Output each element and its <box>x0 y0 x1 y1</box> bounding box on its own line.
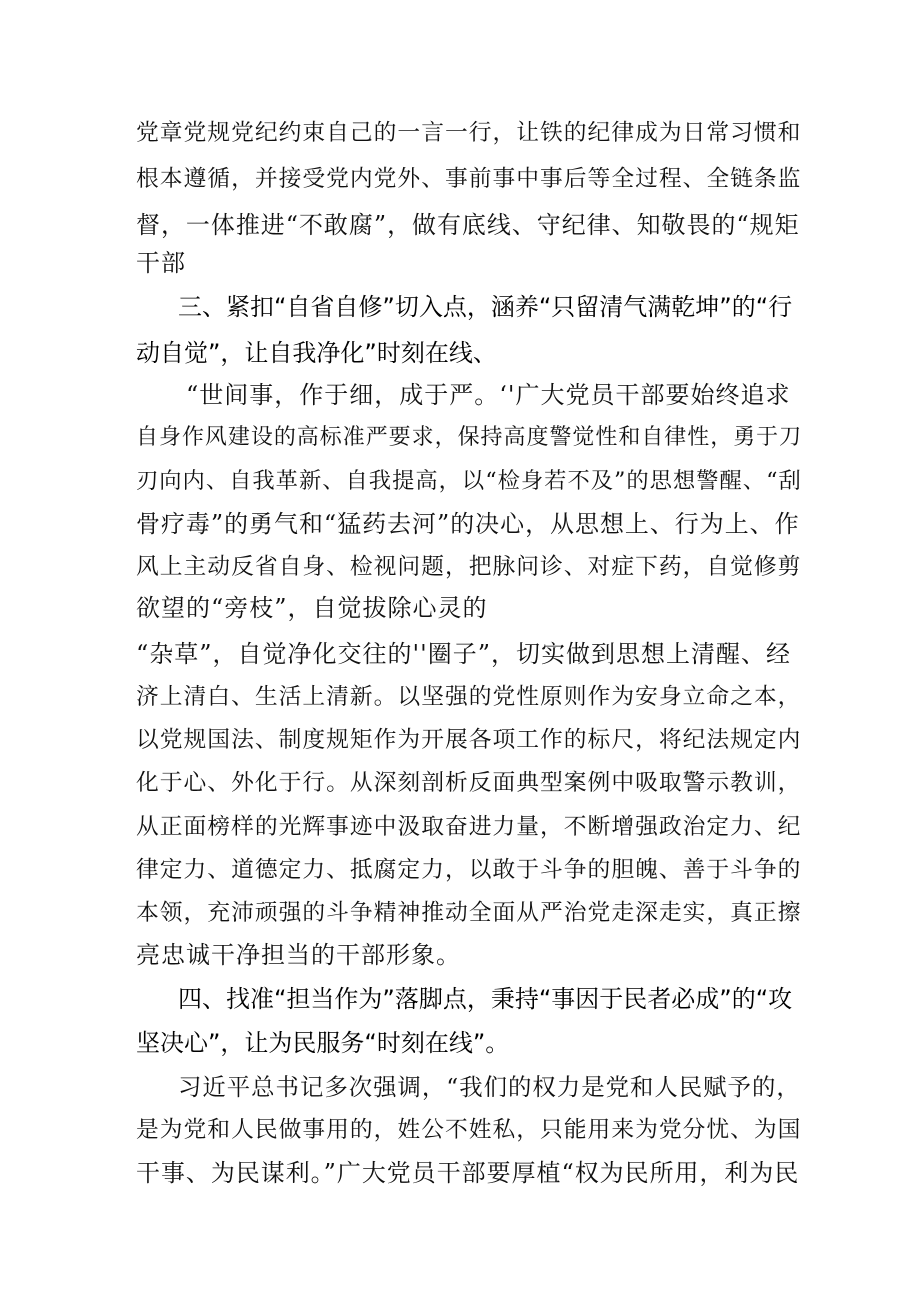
paragraph-1-line-3: 督，一体推进“不敢腐”，做有底线、守纪律、知敬畏的“规矩 <box>136 211 800 239</box>
paragraph-2-line-2: 自身作风建设的高标准严要求，保持高度警觉性和自律性，勇于刀 <box>136 425 803 450</box>
paragraph-2-line-14: 亮忠诚干净担当的干部形象。 <box>136 941 461 969</box>
paragraph-3-line-2: 是为党和人民做事用的，姓公不姓私，只能用来为党分忧、为国 <box>136 1117 802 1143</box>
section-heading-4-line-1: 四、找准“担当作为”落脚点，秉持“事因于民者必成”的“攻 <box>178 985 793 1013</box>
paragraph-2-line-13: 本领，充沛顽强的斗争精神推动全面从严治党走深走实，真正擦 <box>136 900 802 926</box>
paragraph-2-line-9: 以党规国法、制度规矩作为开展各项工作的标尺，将纪法规定内 <box>136 727 802 753</box>
paragraph-3-line-3: 干事、为民谋利。”广大党员干部要厚植“权为民所用，利为民 <box>136 1159 800 1187</box>
section-heading-3-line-2: 动自觉”，让自我净化”时刻在线、 <box>136 339 497 367</box>
paragraph-1-line-1: 党章党规党纪约束自己的一言一行，让铁的纪律成为日常习惯和 <box>136 120 802 146</box>
paragraph-2-line-3: 刃向内、自我革新、自我提高，以“检身若不及”的思想警醒、“刮 <box>136 468 802 494</box>
paragraph-3-line-1: 习近平总书记多次强调，“我们的权力是党和人民赋予的， <box>178 1073 801 1101</box>
paragraph-2-line-10: 化于心、外化于行。从深刻剖析反面典型案例中吸取警示教训， <box>136 770 802 796</box>
paragraph-2-line-1: “世间事，作于细，成于严。‘'广大党员干部要始终追求 <box>186 381 791 409</box>
paragraph-1-line-4: 干部 <box>136 249 186 277</box>
paragraph-2-line-8: 济上清白、生活上清新。以坚强的党性原则作为安身立命之本， <box>136 684 802 710</box>
paragraph-2-line-6: 欲望的“旁枝”，自觉拔除心灵的 <box>136 594 488 622</box>
paragraph-2-line-5: 风上主动反省自身、检视问题，把脉问诊、对症下药，自觉修剪 <box>136 554 802 580</box>
paragraph-2-line-11: 从正面榜样的光辉事迹中汲取奋进力量，不断增强政治定力、纪 <box>136 814 802 840</box>
paragraph-1-line-2: 根本遵循，并接受党内党外、事前事中事后等全过程、全链条监 <box>136 166 802 192</box>
section-heading-4-line-2: 坚决心”，让为民服务“时刻在线”。 <box>136 1029 510 1057</box>
paragraph-2-line-4: 骨疗毒”的勇气和“猛药去河”的决心，从思想上、行为上、作 <box>136 510 800 538</box>
paragraph-2-line-12: 律定力、道德定力、抵腐定力，以敢于斗争的胆魄、善于斗争的 <box>136 857 802 883</box>
section-heading-3-line-1: 三、紧扣“自省自修”切入点，涵养“只留清气满乾坤”的“行 <box>178 293 793 321</box>
paragraph-2-line-7: “杂草”，自觉净化交往的''圈子”，切实做到思想上清醒、经 <box>136 640 792 668</box>
